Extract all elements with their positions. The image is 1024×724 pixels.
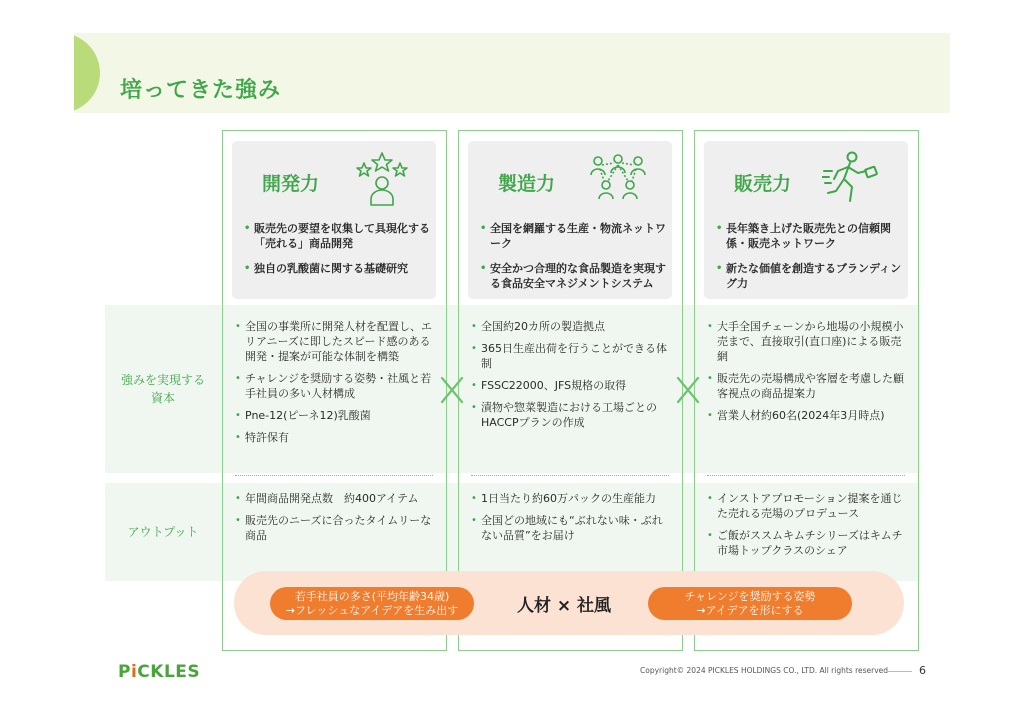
company-logo: PiCKLES (118, 662, 201, 682)
header-band (74, 33, 950, 113)
output-row-label: アウトプット (127, 525, 199, 539)
page-number: 6 (919, 664, 926, 677)
person-with-stars-icon (350, 151, 414, 207)
capital-item: • 販売先の売場構成や客層を考慮した顧客視点の商品提案力 (707, 371, 907, 401)
divider (235, 475, 433, 476)
card-title: 販売力 (734, 173, 792, 195)
strength-card-development (232, 141, 436, 299)
output-item: • ご飯がススムキムチシリーズはキムチ市場トップクラスのシェア (707, 528, 907, 558)
capital-item: • 大手全国チェーンから地場の小規模小売まで、直接取引(直口座)による販売網 (707, 319, 907, 364)
footer-divider (886, 671, 912, 672)
divider (471, 475, 669, 476)
strength-item: • 新たな価値を創造するブランディング力 (716, 261, 902, 291)
running-salesperson-icon (822, 151, 886, 207)
strength-item: • 全国を網羅する生産・物流ネットワーク (480, 221, 666, 251)
capital-item: • 漬物や惣菜製造における工場ごとのHACCPプランの作成 (471, 400, 671, 430)
capital-item: • 営業人材約60名(2024年3月時点) (707, 408, 907, 423)
strength-item: • 販売先の要望を収集して具現化する「売れる」商品開発 (244, 221, 430, 251)
challenge-pill: チャレンジを奨励する姿勢 →アイデアを形にする (648, 587, 852, 620)
young-staff-pill: 若手社員の多さ(平均年齢34歳) →フレッシュなアイデアを生み出す (270, 587, 474, 620)
capital-item: • Pne-12(ピーネ12)乳酸菌 (235, 408, 435, 423)
card-title: 開発力 (262, 173, 320, 195)
strength-card-sales (704, 141, 908, 299)
divider (707, 475, 905, 476)
strength-card-manufacturing (468, 141, 672, 299)
people-culture-label: 人材 × 社風 (516, 596, 612, 616)
output-item: • インストアプロモーション提案を通じた売れる売場のプロデュース (707, 491, 907, 521)
capital-item: • 全国約20カ所の製造拠点 (471, 319, 671, 334)
capital-row-label: 強みを実現する 資本 (120, 373, 205, 405)
strength-item: • 独自の乳酸菌に関する基礎研究 (244, 261, 430, 276)
card-title: 製造力 (498, 173, 556, 195)
capital-item: • FSSC22000、JFS規格の取得 (471, 378, 671, 393)
culture-bar (234, 571, 904, 635)
cross-icon (676, 376, 700, 404)
capital-item: • チャレンジを奨励する姿勢・社風と若手社員の多い人材構成 (235, 371, 435, 401)
capital-item: • 特許保有 (235, 430, 435, 445)
output-item: • 販売先のニーズに合ったタイムリーな商品 (235, 513, 435, 543)
capital-item: • 365日生産出荷を行うことができる体制 (471, 341, 671, 371)
copyright-text: Copyright© 2024 PICKLES HOLDINGS CO., LTD. All rights reserved (640, 666, 889, 675)
page-title: 培ってきた強み (120, 78, 282, 103)
header-accent-shape (74, 33, 100, 113)
output-item: • 年間商品開発点数 約400アイテム (235, 491, 435, 506)
strength-item: • 安全かつ合理的な食品製造を実現する食品安全マネジメントシステム (480, 261, 666, 291)
capital-item: • 全国の事業所に開発人材を配置し、エリアニーズに即したスピード感のある開発・提案が可能な体制を構築 (235, 319, 435, 364)
strength-item: • 長年築き上げた販売先との信頼関係・販売ネットワーク (716, 221, 902, 251)
output-item: • 全国どの地域にも“ぶれない味・ぶれない品質”をお届け (471, 513, 671, 543)
output-item: • 1日当たり約60万パックの生産能力 (471, 491, 671, 506)
team-network-icon (586, 151, 650, 207)
cross-icon (440, 376, 464, 404)
